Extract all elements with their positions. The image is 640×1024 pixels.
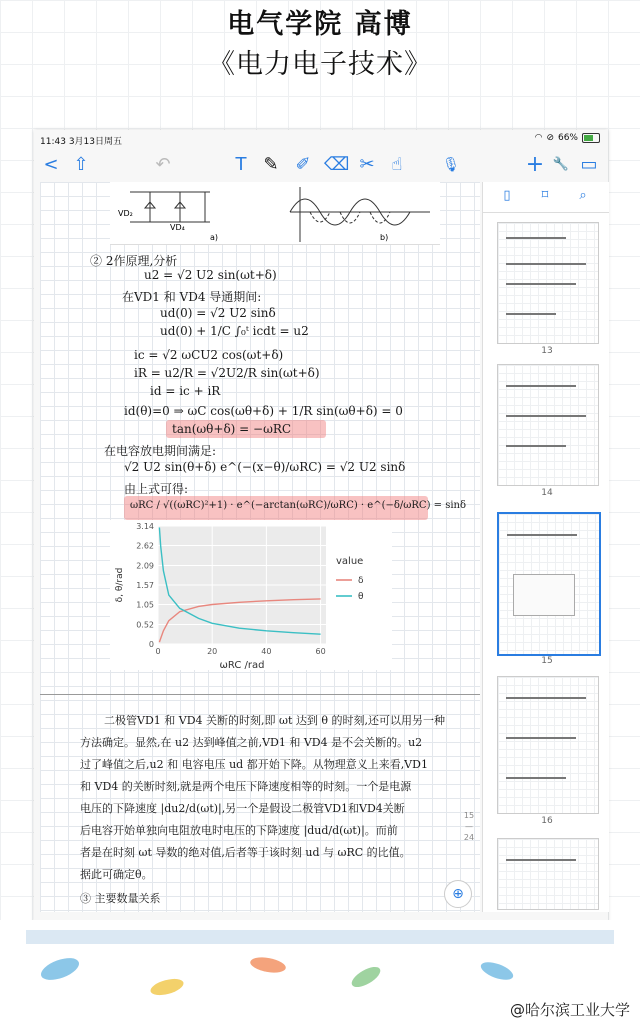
note-line: √2 U2 sin(θ+δ) e^(−(x−θ)/ωRC) = √2 U2 sinδ <box>124 460 406 474</box>
note-paragraph-line: 后电容开始单独向电阻放电时电压的下降速度 |dud/d(ωt)|。而前 <box>80 824 398 837</box>
pages-icon[interactable]: ▭ <box>580 154 598 175</box>
battery-icon <box>582 133 600 143</box>
page-thumbnail[interactable] <box>497 838 599 910</box>
legend-entry: θ <box>358 592 364 602</box>
header <box>0 0 640 120</box>
microphone-icon[interactable]: 🎙 <box>442 157 460 173</box>
note-paragraph-line: 方法确定。显然,在 u2 达到峰值之前,VD1 和 VD4 是不会关断的。u2 <box>80 736 423 749</box>
decorative-footer <box>0 920 640 1024</box>
undo-icon[interactable]: ↶ <box>155 154 171 175</box>
eraser-tool-icon[interactable]: ⌫ <box>324 154 350 175</box>
page-subtitle: 《电力电子技术》 <box>208 49 432 80</box>
y-tick-label: 2.62 <box>136 541 154 551</box>
zoom-icon[interactable]: ⊕ <box>444 880 472 908</box>
y-tick-label: 2.09 <box>136 561 154 571</box>
note-paragraph-line: 电压的下降速度 |du2/d(ωt)|,另一个是假设二极管VD1和VD4关断 <box>80 802 405 815</box>
note-paragraph-line: 者是在时刻 ωt 导数的绝对值,后者等于该时刻 ud 与 ωRC 的比值。 <box>80 846 411 859</box>
note-line: u2 = √2 U2 sin(ωt+δ) <box>144 268 277 282</box>
page-divider <box>40 694 480 695</box>
page-number: 14 <box>541 488 553 498</box>
x-tick-label: 40 <box>261 647 272 656</box>
page-title: 电气学院 高博 <box>227 9 413 40</box>
page-thumbnail[interactable] <box>497 676 599 814</box>
fish-decoration <box>479 959 516 984</box>
legend-title: value <box>336 556 364 567</box>
note-line: id = ic + iR <box>150 384 221 398</box>
x-axis-label: ωRC /rad <box>219 660 265 670</box>
wrench-icon[interactable]: 🔧 <box>552 157 570 172</box>
add-icon[interactable]: + <box>525 152 545 177</box>
note-line: ud(0) + 1/C ∫₀ᵗ icdt = u2 <box>160 324 309 338</box>
note-line: tan(ωθ+δ) = −ωRC <box>172 422 292 436</box>
y-tick-label: 1.57 <box>136 581 154 590</box>
fish-decoration <box>38 954 82 985</box>
fish-decoration <box>349 963 384 991</box>
note-line: 在电容放电期间满足: <box>104 444 217 458</box>
sidebar-tabs <box>483 182 609 213</box>
note-line: ic = √2 ωCU2 cos(ωt+δ) <box>134 348 284 362</box>
line-chart <box>110 520 392 670</box>
y-tick-label: 0.52 <box>136 620 154 630</box>
note-paragraph-line: 据此可确定θ。 <box>80 868 153 881</box>
wifi-icon: ◠ <box>534 133 543 143</box>
svg-text:VD₄: VD₄ <box>170 223 185 232</box>
page-thumbnail[interactable] <box>497 222 599 344</box>
note-page[interactable] <box>40 182 480 912</box>
circuit-figure <box>110 182 440 245</box>
toolbar <box>34 148 608 182</box>
page-indicator: 15 — 24 <box>463 811 475 842</box>
x-tick-label: 20 <box>207 647 218 656</box>
text-tool-icon[interactable]: T <box>235 154 247 175</box>
pen-tool-icon[interactable]: ✎ <box>263 154 279 175</box>
hand-tool-icon[interactable]: ☝ <box>391 154 403 175</box>
svg-text:VD₂: VD₂ <box>118 209 133 218</box>
note-line: ωRC / √((ωRC)²+1) · e^(−arctan(ωRC)/ωRC) · e^(−δ/ωRC) = sinδ <box>130 500 467 511</box>
note-line: iR = u2/R = √2U2/R sin(ωt+δ) <box>134 366 320 380</box>
page-thumbnail[interactable] <box>497 364 599 486</box>
battery-percent: 66% <box>557 133 578 143</box>
note-paragraph-line: 二极管VD1 和 VD4 关断的时刻,即 ωt 达到 θ 的时刻,还可以用另一种 <box>104 714 446 727</box>
page-number: 15 <box>541 656 553 666</box>
x-tick-label: 60 <box>315 647 326 656</box>
lasso-scissors-icon[interactable]: ✂ <box>359 154 375 175</box>
page-thumbnail-selected[interactable] <box>497 512 601 656</box>
circuit-drawing <box>110 182 440 244</box>
page-number: 16 <box>541 816 553 826</box>
note-line: id(θ)=0 ⇒ ωC cos(ωθ+δ) + 1/R sin(ωθ+δ) = 0 <box>124 404 403 418</box>
fish-decoration <box>249 955 287 975</box>
status-bar <box>34 130 608 148</box>
y-tick-label: 0 <box>148 640 154 649</box>
note-paragraph-line: 过了峰值之后,u2 和 电容电压 ud 都开始下降。从物理意义上来看,VD1 <box>80 758 428 771</box>
footer-band <box>26 930 614 944</box>
y-tick-label: 3.14 <box>136 522 154 531</box>
plot-area <box>110 520 392 670</box>
y-tick-label: 1.05 <box>136 600 154 610</box>
note-paragraph-line: 和 VD4 的关断时刻,就是两个电压下降速度相等的时刻。一个是电源 <box>80 780 412 793</box>
note-line: ud(0) = √2 U2 sinδ <box>160 306 276 320</box>
thumbnails-tab-icon[interactable]: ▯ <box>503 188 511 203</box>
bookmark-tab-icon[interactable]: ⌑ <box>541 188 549 203</box>
figure-a-label: a) <box>210 233 219 242</box>
figure-b-label: b) <box>380 233 389 242</box>
lock-icon: ⊘ <box>546 133 554 143</box>
note-line: 由上式可得: <box>124 482 189 496</box>
fish-decoration <box>149 976 185 998</box>
tablet-screen <box>34 130 608 922</box>
share-icon[interactable]: ⇧ <box>73 154 89 175</box>
x-tick-label: 0 <box>155 647 161 656</box>
back-icon[interactable]: < <box>43 154 59 175</box>
search-tab-icon[interactable]: ⌕ <box>579 188 587 203</box>
page-number: 13 <box>541 346 553 356</box>
legend-entry: δ <box>358 576 364 586</box>
watermark: @哈尔滨工业大学 <box>509 1001 630 1019</box>
highlighter-tool-icon[interactable]: ✐ <box>295 154 311 175</box>
note-paragraph-line: ③ 主要数量关系 <box>80 892 161 905</box>
y-axis-label: δ, θ/rad <box>115 567 125 603</box>
page-sidebar <box>482 182 609 912</box>
status-time: 11:43 3月13日周五 <box>40 137 122 147</box>
note-line: 在VD1 和 VD4 导通期间: <box>122 290 262 304</box>
note-line: ② 2作原理,分析 <box>90 254 178 268</box>
